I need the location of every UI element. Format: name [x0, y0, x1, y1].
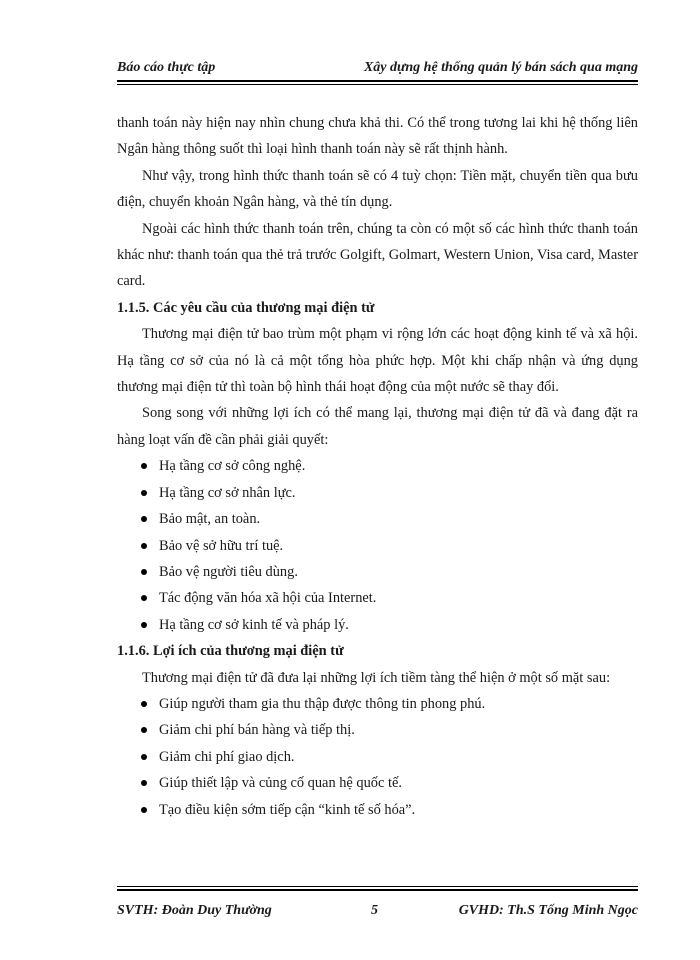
section-heading-benefits: 1.1.6. Lợi ích của thương mại điện tử [117, 643, 344, 660]
footer-rule-thin [117, 886, 638, 887]
list-item [117, 612, 638, 638]
list-item [117, 797, 638, 823]
paragraph-payment-feasibility: thanh toán này hiện nay nhìn chung chưa khả thi. Có thể trong tương lai khi hệ thống liên Ngân hàng thông suốt thì loại hình thanh toán này sẽ rất thịnh hành. [117, 115, 638, 158]
bullet-icon [141, 516, 147, 522]
list-item-text: Hạ tầng cơ sở công nghệ. [159, 458, 306, 475]
list-item [117, 691, 638, 717]
paragraph-ecommerce-issues: Song song với những lợi ích có thể mang lại, thương mại điện tử đã và đang đặt ra hàng loạt vấn đề cần phải giải quyết: [117, 405, 638, 448]
list-item [117, 453, 638, 479]
bullet-icon [141, 727, 147, 733]
list-item [117, 744, 638, 770]
list-item-text: Hạ tầng cơ sở nhân lực. [159, 484, 296, 501]
list-item [117, 533, 638, 559]
paragraph-benefits-intro: Thương mại điện tử đã đưa lại những lợi ích tiềm tàng thể hiện ở một số mặt sau: [142, 669, 611, 686]
footer-supervisor: GVHD: Th.S Tống Minh Ngọc [458, 903, 638, 918]
page-number: 5 [371, 903, 378, 918]
paragraph-ecommerce-scope: Thương mại điện tử bao trùm một phạm vi rộng lớn các hoạt động kinh tế và xã hội. Hạ tầng cơ sở của nó là cả một tổng hòa phức hợp. Một khi chấp nhận và ứng dụng thương mại điện tử thì toàn bộ hình thái hoạt động của một nước sẽ thay đổi. [117, 326, 638, 396]
list-item-text: Bảo vệ người tiêu dùng. [159, 563, 298, 580]
list-item-text: Bảo mật, an toàn. [159, 511, 261, 528]
list-item [117, 585, 638, 611]
bullet-icon [141, 754, 147, 760]
requirements-list [117, 453, 638, 638]
page-footer [117, 903, 638, 923]
bullet-icon [141, 595, 147, 601]
page-content [117, 110, 638, 823]
list-item [117, 717, 638, 743]
page-header [117, 57, 638, 79]
list-item [117, 770, 638, 796]
paragraph-payment-options: Như vậy, trong hình thức thanh toán sẽ có 4 tuỳ chọn: Tiền mặt, chuyển tiền qua bưu điện, chuyển khoản Ngân hàng, và thẻ tín dụng. [117, 167, 638, 211]
footer-student: SVTH: Đoàn Duy Thường [117, 903, 272, 918]
paragraph-other-payments: Ngoài các hình thức thanh toán trên, chúng ta còn có một số các hình thức thanh toán khác như: thanh toán qua thẻ trả trước Golgift, Golmart, Western Union, Visa card, Master card. [117, 220, 638, 290]
benefits-list [117, 691, 638, 823]
bullet-icon [141, 701, 147, 707]
header-report-title: Báo cáo thực tập [117, 60, 216, 75]
list-item-text: Bảo vệ sở hữu trí tuệ. [159, 537, 284, 554]
list-item-text: Giảm chi phí bán hàng và tiếp thị. [159, 722, 355, 739]
bullet-icon [141, 490, 147, 496]
list-item-text: Giúp thiết lập và củng cố quan hệ quốc tế. [159, 775, 402, 792]
footer-rule-thick [117, 889, 638, 891]
bullet-icon [141, 780, 147, 786]
list-item-text: Tạo điều kiện sớm tiếp cận “kinh tế số hóa”. [159, 801, 416, 818]
bullet-icon [141, 807, 147, 813]
list-item-text: Giúp người tham gia thu thập được thông tin phong phú. [159, 695, 486, 712]
list-item-text: Hạ tầng cơ sở kinh tế và pháp lý. [159, 616, 349, 633]
section-heading-requirements: 1.1.5. Các yêu cầu của thương mại điện tử [117, 299, 375, 316]
list-item-text: Tác động văn hóa xã hội của Internet. [159, 590, 377, 607]
list-item [117, 506, 638, 532]
bullet-icon [141, 463, 147, 469]
list-item-text: Giảm chi phí giao dịch. [159, 748, 295, 765]
header-rule-thick [117, 80, 638, 82]
list-item [117, 480, 638, 506]
bullet-icon [141, 569, 147, 575]
list-item [117, 559, 638, 585]
header-rule-thin [117, 84, 638, 85]
bullet-icon [141, 543, 147, 549]
header-project-title: Xây dựng hệ thống quản lý bán sách qua mạng [363, 60, 638, 75]
bullet-icon [141, 622, 147, 628]
